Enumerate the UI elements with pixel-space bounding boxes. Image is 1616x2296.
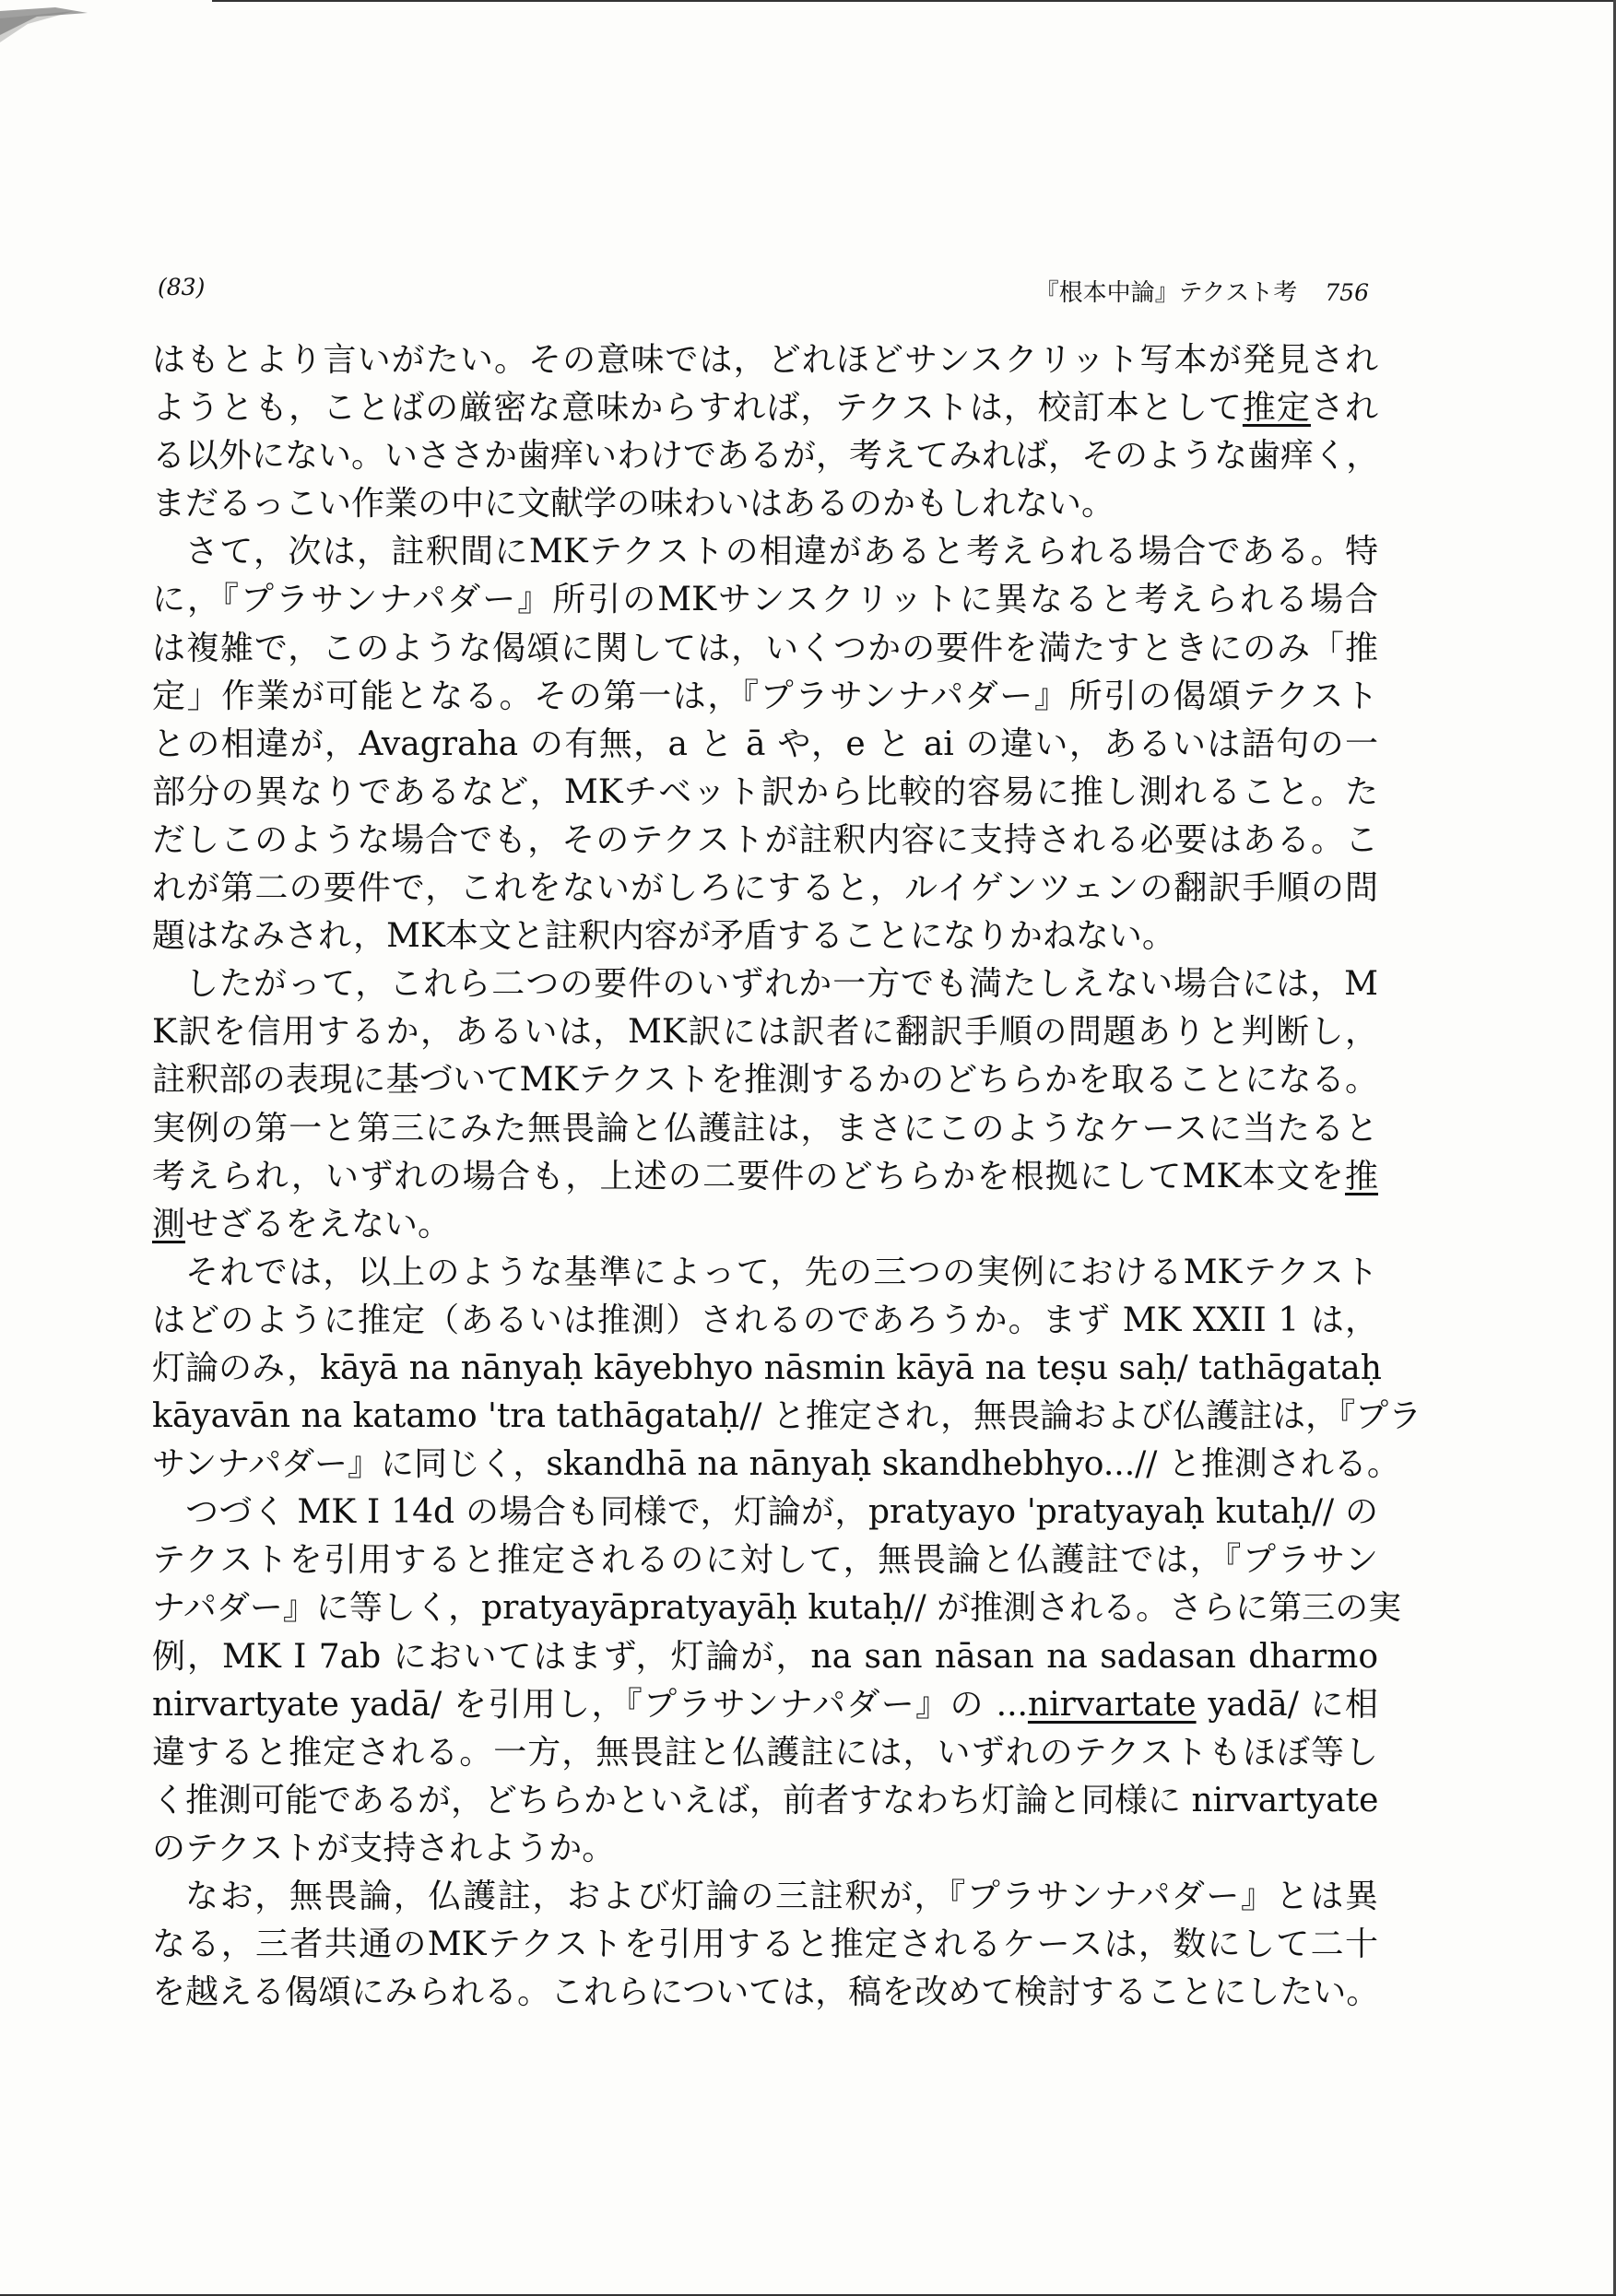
running-title: 『根本中論』テクスト考 bbox=[1034, 279, 1298, 307]
paragraph bbox=[152, 960, 1378, 1249]
text-run: だしこのような場合でも，そのテクストが註釈内容に支持される必要はある。こ bbox=[152, 820, 1378, 859]
text-line bbox=[152, 817, 1378, 865]
text-run: 註釈部の表現に基づいてMKテクストを推測するかのどちらかを取ることになる。 bbox=[152, 1061, 1378, 1100]
text-run: を越える偈頌にみられる。これらについては，稿を改めて検討することにしたい。 bbox=[152, 1973, 1380, 2012]
text-run: せざるをえない。 bbox=[185, 1205, 452, 1243]
text-line bbox=[152, 1825, 1378, 1873]
underlined-term: 推定 bbox=[1242, 389, 1311, 428]
text-run: 考えられ，いずれの場合も，上述の二要件のどちらかを根拠にしてMK本文を bbox=[152, 1157, 1345, 1195]
underlined-term: 推 bbox=[1344, 1157, 1378, 1195]
paragraph bbox=[152, 336, 1378, 528]
text-run: nirvartyate yadā/ を引用し，『プラサンナパダー』の ... bbox=[152, 1685, 1028, 1724]
text-line bbox=[152, 1489, 1378, 1537]
body-text bbox=[152, 336, 1422, 2017]
running-header bbox=[152, 274, 1369, 311]
text-line bbox=[152, 1201, 1378, 1249]
text-run: に，『プラサンナパダー』所引のMKサンスクリットに異なると考えられる場合 bbox=[152, 581, 1378, 619]
text-run: さて，次は，註釈間にMKテクストの相違があると考えられる場合である。特 bbox=[185, 533, 1378, 571]
text-line bbox=[152, 1969, 1378, 2017]
text-run: との相違が，Avagraha の有無，a と ā や，e と ai の違い，あるいは語句の一 bbox=[152, 724, 1378, 763]
text-run: 題はなみされ，MK本文と註釈内容が矛盾することになりかねない。 bbox=[152, 917, 1175, 956]
text-run: なお，無畏論，仏護註，および灯論の三註釈が，『プラサンナパダー』とは異 bbox=[185, 1878, 1378, 1915]
text-line bbox=[152, 1345, 1382, 1393]
scan-edge-top bbox=[212, 0, 1616, 2]
text-line bbox=[152, 1249, 1378, 1297]
scan-corner-mark bbox=[0, 7, 101, 44]
paragraph bbox=[152, 1249, 1422, 1489]
text-run: れが第二の要件で，これをないがしろにすると，ルイゲンツェンの翻訳手順の問 bbox=[152, 869, 1378, 908]
text-run: まだるっこい作業の中に文献学の味わいはあるのかもしれない。 bbox=[152, 485, 1115, 524]
text-line bbox=[152, 625, 1378, 673]
text-run: く推測可能であるが，どちらかといえば，前者すなわち灯論と同様に nirvartyate bbox=[152, 1781, 1379, 1819]
text-line bbox=[152, 1008, 1378, 1056]
text-line bbox=[152, 865, 1378, 913]
text-line bbox=[152, 1921, 1378, 1969]
text-run: は複雑で，このような偈頌に関しては，いくつかの要件を満たすときにのみ「推 bbox=[152, 629, 1378, 667]
text-line bbox=[152, 1537, 1378, 1584]
text-line bbox=[152, 1777, 1378, 1825]
text-run: それでは，以上のような基準によって，先の三つの実例におけるMKテクスト bbox=[185, 1253, 1378, 1291]
text-run: ようとも，ことばの厳密な意味からすれば，テクストは，校訂本として bbox=[152, 389, 1243, 428]
text-line bbox=[152, 721, 1378, 769]
text-line bbox=[152, 1153, 1378, 1201]
text-line bbox=[152, 1873, 1378, 1921]
text-run: kāyavān na katamo 'tra tathāgataḥ// と推定され，無畏論および仏護註は，『プラ bbox=[152, 1397, 1422, 1436]
text-line bbox=[152, 576, 1378, 624]
text-run: はどのように推定（あるいは推測）されるのであろうか。まず MK XXII 1 は， bbox=[152, 1301, 1378, 1339]
text-line bbox=[152, 432, 1378, 480]
text-run: 部分の異なりであるなど，MKチベット訳から比較的容易に推し測れること。た bbox=[152, 772, 1378, 811]
text-line bbox=[152, 673, 1378, 721]
text-run: 実例の第一と第三にみた無畏論と仏護註は，まさにこのようなケースに当たると bbox=[152, 1109, 1378, 1148]
running-header-right bbox=[1035, 274, 1369, 308]
text-run: ナパダー』に等しく，pratyayāpratyayāḥ kutaḥ// が推測される。さらに第三の実 bbox=[152, 1589, 1402, 1628]
page-number-right: 756 bbox=[1325, 279, 1369, 306]
underlined-term: nirvartate bbox=[1027, 1685, 1197, 1724]
text-run: テクストを引用すると推定されるのに対して，無畏論と仏護註では，『プラサン bbox=[152, 1541, 1378, 1580]
text-run: サンナパダー』に同じく，skandhā na nānyaḥ skandhebhyo...// と推測される。 bbox=[152, 1445, 1400, 1484]
text-run: 定」作業が可能となる。その第一は，『プラサンナパダー』所引の偈頌テクスト bbox=[152, 677, 1378, 715]
text-line bbox=[152, 1105, 1378, 1153]
text-line bbox=[152, 1441, 1400, 1489]
text-line bbox=[152, 960, 1378, 1008]
text-line bbox=[152, 1297, 1378, 1345]
text-line bbox=[152, 336, 1378, 384]
text-line bbox=[152, 1633, 1378, 1681]
text-line bbox=[152, 913, 1378, 960]
text-line bbox=[152, 1681, 1378, 1729]
text-run: 違すると推定される。一方，無畏註と仏護註には，いずれのテクストもほぼ等し bbox=[152, 1733, 1378, 1772]
text-line bbox=[152, 1584, 1402, 1632]
text-line bbox=[152, 480, 1378, 528]
paragraph bbox=[152, 1489, 1402, 1873]
text-line bbox=[152, 384, 1378, 432]
text-run: 灯論のみ，kāyā na nānyaḥ kāyebhyo nāsmin kāyā na teṣu saḥ/ tathāgataḥ bbox=[152, 1348, 1382, 1387]
text-run: る以外にない。いささか歯痒いわけであるが，考えてみれば，そのような歯痒く， bbox=[152, 437, 1380, 476]
paragraph bbox=[152, 528, 1378, 960]
text-line bbox=[152, 1393, 1422, 1441]
text-line bbox=[152, 1056, 1378, 1104]
text-run: 例，MK I 7ab においてはまず，灯論が，na san nāsan na sadasan dharmo bbox=[152, 1637, 1378, 1676]
text-run: なる，三者共通のMKテクストを引用すると推定されるケースは，数にして二十 bbox=[152, 1925, 1379, 1964]
text-line bbox=[152, 528, 1378, 576]
text-line bbox=[152, 769, 1378, 817]
text-run: したがって，これら二つの要件のいずれか一方でも満たしえない場合には，M bbox=[185, 965, 1378, 1004]
text-run: つづく MK I 14d の場合も同様で，灯論が，pratyayo 'pratyayaḥ kutaḥ// の bbox=[185, 1493, 1378, 1532]
text-run: yadā/ に相 bbox=[1196, 1685, 1378, 1724]
text-run: され bbox=[1310, 389, 1378, 428]
paragraph bbox=[152, 1873, 1378, 2017]
text-run: K訳を信用するか，あるいは，MK訳には訳者に翻訳手順の問題ありと判断し， bbox=[152, 1013, 1378, 1052]
page-number-left: (83) bbox=[158, 274, 206, 300]
text-run: はもとより言いがたい。その意味では，どれほどサンスクリット写本が発見され bbox=[152, 341, 1378, 379]
text-run: のテクストが支持されようか。 bbox=[152, 1829, 616, 1867]
text-line bbox=[152, 1729, 1378, 1777]
underlined-term: 測 bbox=[152, 1205, 186, 1243]
